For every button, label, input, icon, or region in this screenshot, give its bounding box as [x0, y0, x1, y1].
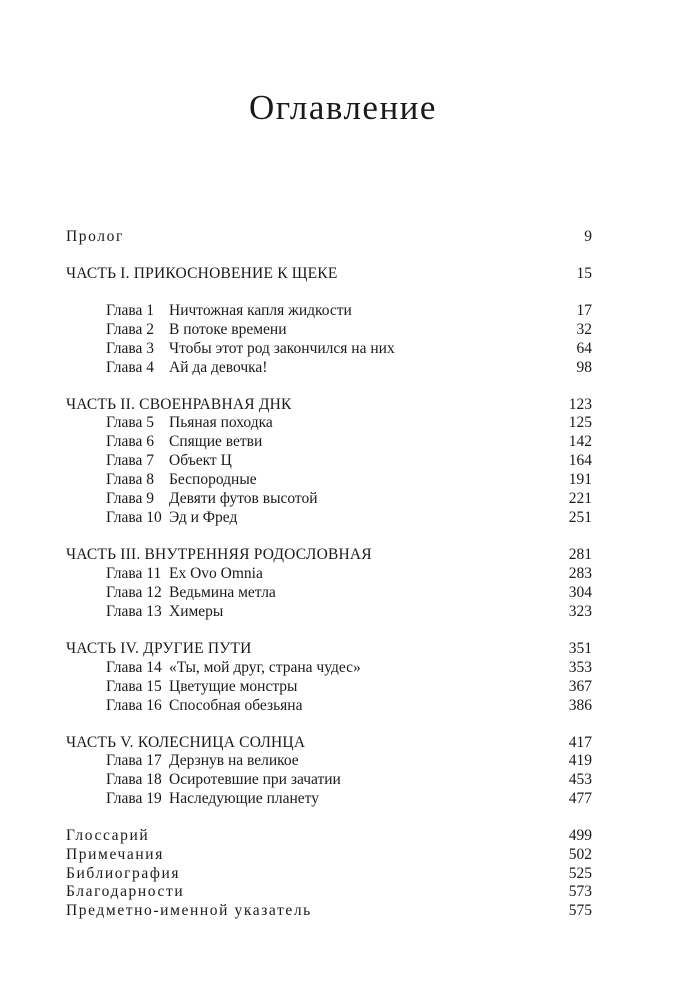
toc-chapter-18[interactable]: [66, 770, 592, 790]
chapter-number: Глава 1: [106, 302, 155, 319]
chapter-number: Глава 16: [106, 697, 162, 714]
toc-part-5[interactable]: [66, 733, 592, 753]
back-matter-label: Предметно-именной указатель: [66, 902, 312, 919]
toc-part-3[interactable]: [66, 545, 592, 565]
chapter-number: Глава 7: [106, 452, 155, 469]
page-number: 17: [576, 302, 592, 319]
chapter-number: Глава 9: [106, 490, 155, 507]
page-number: 9: [584, 228, 592, 245]
chapter-number: Глава 11: [106, 565, 162, 582]
chapter-title: Химеры: [169, 603, 224, 620]
chapter-title: Способная обезьяна: [169, 697, 303, 714]
page-number: 221: [568, 490, 592, 507]
toc-chapter-14[interactable]: [66, 658, 592, 678]
chapter-number: Глава 4: [106, 359, 155, 376]
page-number: 367: [568, 678, 592, 695]
chapter-number: Глава 2: [106, 321, 155, 338]
chapter-title: Ничтожная капля жидкости: [169, 302, 352, 319]
chapter-title: Ex Ovo Omnia: [169, 565, 263, 582]
page-number: 283: [568, 565, 592, 582]
page-number: 125: [568, 414, 592, 431]
toc-chapter-3[interactable]: [66, 339, 592, 359]
chapter-number: Глава 6: [106, 433, 155, 450]
toc-acknowledgements[interactable]: [66, 882, 592, 902]
page-number: 417: [568, 734, 592, 751]
toc-bibliography[interactable]: [66, 864, 592, 884]
page-number: 98: [576, 359, 592, 376]
toc-part-1[interactable]: [66, 264, 592, 284]
chapter-title: Осиротевшие при зачатии: [169, 771, 341, 788]
toc-chapter-5[interactable]: [66, 413, 592, 433]
chapter-number: Глава 12: [106, 584, 162, 601]
chapter-number: Глава 5: [106, 414, 155, 431]
toc-chapter-1[interactable]: [66, 301, 592, 321]
toc-chapter-8[interactable]: [66, 470, 592, 490]
chapter-number: Глава 18: [106, 771, 162, 788]
page-number: 499: [568, 827, 592, 844]
back-matter-label: Примечания: [66, 846, 164, 863]
toc-chapter-13[interactable]: [66, 602, 592, 622]
page-title: Оглавление: [249, 88, 437, 127]
toc-prologue[interactable]: [66, 227, 592, 247]
page-number: 32: [576, 321, 592, 338]
page-number: 15: [576, 265, 592, 282]
page-number: 575: [568, 902, 592, 919]
part-title: ЧАСТЬ IV. ДРУГИЕ ПУТИ: [66, 640, 252, 657]
page-number: 502: [568, 846, 592, 863]
chapter-title: Дерзнув на великое: [169, 752, 299, 769]
toc-index[interactable]: [66, 901, 592, 921]
page-number: 323: [568, 603, 592, 620]
chapter-title: Спящие ветви: [169, 433, 263, 450]
chapter-title: Пьяная походка: [169, 414, 273, 431]
part-title: ЧАСТЬ V. КОЛЕСНИЦА СОЛНЦА: [66, 734, 306, 751]
toc-chapter-16[interactable]: [66, 696, 592, 716]
back-matter-label: Благодарности: [66, 883, 185, 900]
toc-chapter-6[interactable]: [66, 432, 592, 452]
chapter-title: Наследующие планету: [169, 790, 319, 807]
chapter-title: Ведьмина метла: [169, 584, 276, 601]
page-number: 386: [568, 697, 592, 714]
back-matter-label: Глоссарий: [66, 827, 150, 844]
toc-chapter-11[interactable]: [66, 564, 592, 584]
page-number: 573: [568, 883, 592, 900]
page-number: 142: [568, 433, 592, 450]
part-title: ЧАСТЬ I. ПРИКОСНОВЕНИЕ К ЩЕКЕ: [66, 265, 338, 282]
toc-part-4[interactable]: [66, 639, 592, 659]
chapter-number: Глава 13: [106, 603, 162, 620]
toc-glossary[interactable]: [66, 826, 592, 846]
toc-chapter-9[interactable]: [66, 489, 592, 509]
chapter-title: В потоке времени: [169, 321, 287, 338]
chapter-title: Девяти футов высотой: [169, 490, 318, 507]
back-matter-label: Библиография: [66, 865, 181, 882]
toc-chapter-2[interactable]: [66, 320, 592, 340]
page-number: 64: [576, 340, 592, 357]
toc-chapter-12[interactable]: [66, 583, 592, 603]
part-title: ЧАСТЬ II. СВОЕНРАВНАЯ ДНК: [66, 396, 292, 413]
prologue-label: Пролог: [66, 228, 124, 245]
page-number: 353: [568, 659, 592, 676]
toc-chapter-15[interactable]: [66, 677, 592, 697]
chapter-number: Глава 8: [106, 471, 155, 488]
page-number: 477: [568, 790, 592, 807]
page-number: 281: [568, 546, 592, 563]
part-title: ЧАСТЬ III. ВНУТРЕННЯЯ РОДОСЛОВНАЯ: [66, 546, 372, 563]
page-number: 351: [568, 640, 592, 657]
toc-chapter-19[interactable]: [66, 789, 592, 809]
chapter-number: Глава 10: [106, 509, 162, 526]
toc-chapter-17[interactable]: [66, 751, 592, 771]
page-number: 123: [568, 396, 592, 413]
chapter-title: Ай да девочка!: [169, 359, 268, 376]
chapter-title: Чтобы этот род закончился на них: [169, 340, 395, 357]
chapter-title: Цветущие монстры: [169, 678, 298, 695]
toc-chapter-4[interactable]: [66, 358, 592, 378]
toc-part-2[interactable]: [66, 395, 592, 415]
page-number: 164: [568, 452, 592, 469]
toc-chapter-7[interactable]: [66, 451, 592, 471]
chapter-number: Глава 14: [106, 659, 162, 676]
page-number: 304: [568, 584, 592, 601]
chapter-title: Эд и Фред: [169, 509, 238, 526]
chapter-number: Глава 19: [106, 790, 162, 807]
page-number: 419: [568, 752, 592, 769]
chapter-title: Объект Ц: [169, 452, 232, 469]
toc-notes[interactable]: [66, 845, 592, 865]
chapter-title: Беспородные: [169, 471, 257, 488]
chapter-number: Глава 3: [106, 340, 155, 357]
page-number: 525: [568, 865, 592, 882]
chapter-title: «Ты, мой друг, страна чудес»: [169, 659, 361, 676]
page-number: 191: [568, 471, 592, 488]
chapter-number: Глава 17: [106, 752, 162, 769]
page-number: 251: [568, 509, 592, 526]
toc-chapter-10[interactable]: [66, 508, 592, 528]
chapter-number: Глава 15: [106, 678, 162, 695]
page-number: 453: [568, 771, 592, 788]
